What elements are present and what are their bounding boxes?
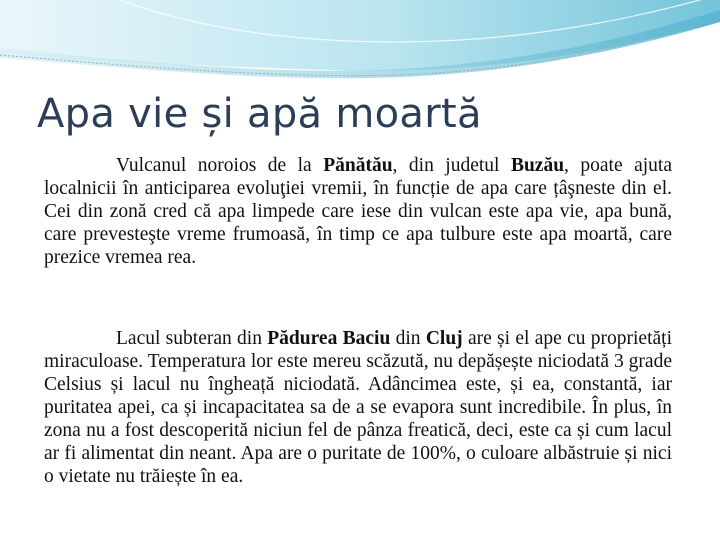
p2-place-cluj: Cluj <box>425 328 463 349</box>
paragraph-panatau <box>44 154 672 269</box>
p2-text: din <box>390 328 426 349</box>
slide-title: Apa vie și apă moartă <box>37 91 482 137</box>
p1-place-buzau: Buzău <box>510 155 565 176</box>
wave-decoration <box>0 0 720 90</box>
p1-place-panatau: Pănătău <box>323 155 393 176</box>
p2-text: are și el ape cu proprietăți miraculoase. Temperatura lor este mereu scăzută, nu depășește niciodată 3 grade Celsius și lacul nu îngheață niciodată. Adâncimea este, și ea, constantă, iar puritatea apei, ca și incapacitatea sa de a se evapora sunt incredibile. În plus, în zona nu a fost descoperită niciun fel de pânza freatică, deci, este ca și cum lacul ar fi alimentat din neant. Apa are o puritate de 100%, o culoare albăstruie și nici o vietate nu trăiește în ea. <box>44 328 672 487</box>
p2-text: Lacul subteran din <box>116 328 268 349</box>
p1-text: , poate ajuta localnicii în anticiparea evoluţiei vremii, în funcție de apa care țâşneste din el. Cei din zonă cred că apa limpede care iese din vulcan este apa vie, apa bună, care prevesteşte vreme frumoasă, în timp ce apa tulbure este apa moartă, care prezice vremea rea. <box>44 155 672 268</box>
p2-place-baciu: Pădurea Baciu <box>267 328 391 349</box>
p1-text: Vulcanul noroios de la <box>116 155 324 176</box>
paragraph-baciu <box>44 327 672 488</box>
p1-text: , din judetul <box>392 155 511 176</box>
